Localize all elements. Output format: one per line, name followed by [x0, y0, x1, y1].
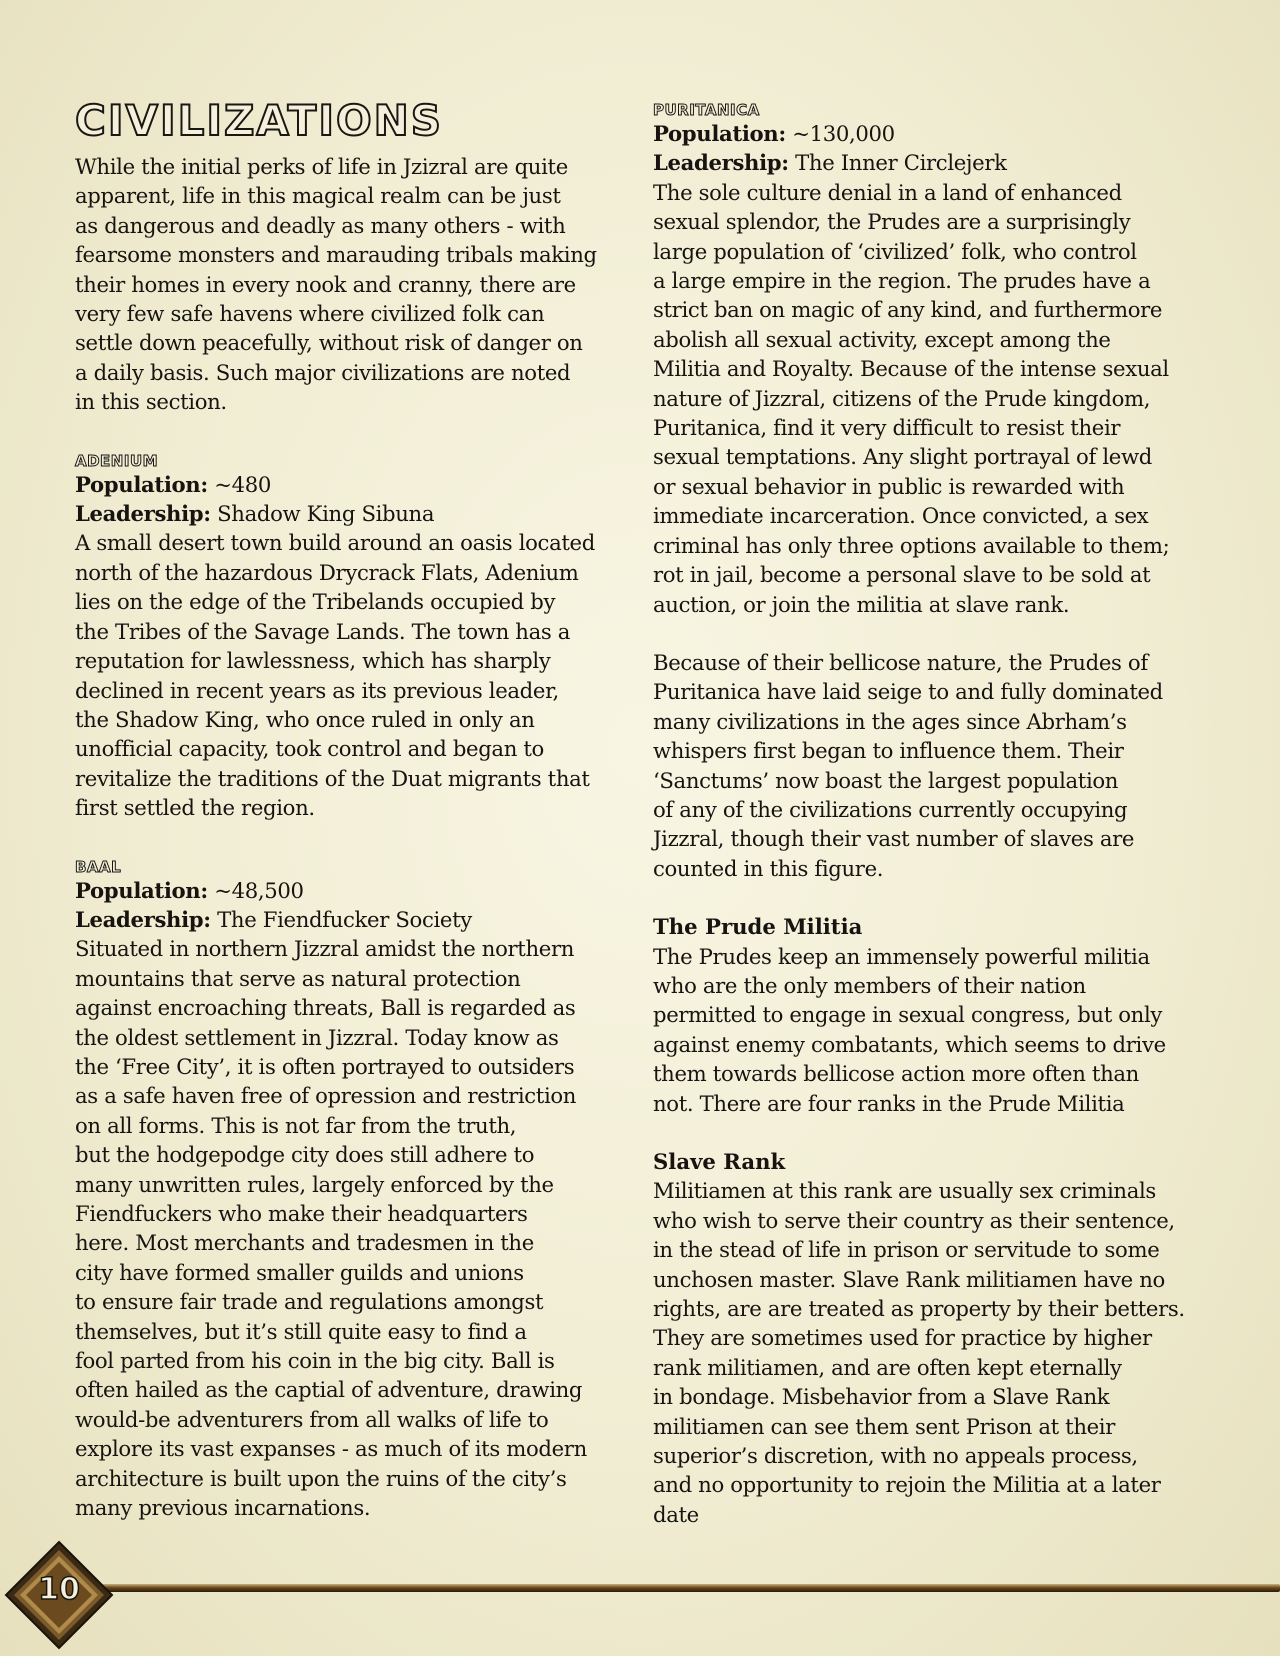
body-line: sexual splendor, the Prudes are a surprisingly	[653, 209, 1131, 235]
body-line: lies on the edge of the Tribelands occupied by	[75, 589, 556, 615]
intro-line: a daily basis. Such major civilizations are noted	[75, 359, 571, 385]
body-line: of any of the civilizations currently occupying	[653, 796, 1128, 822]
leadership-label: Leadership:	[653, 150, 789, 176]
section-heading: ADENIUM	[75, 451, 159, 470]
intro-line: apparent, life in this magical realm can be just	[75, 183, 561, 209]
body-line: against encroaching threats, Ball is regarded as	[75, 995, 576, 1021]
body-line: unofficial capacity, took control and began to	[75, 736, 544, 762]
body-line: Puritanica have laid seige to and fully dominated	[653, 679, 1163, 705]
body-line: militiamen can see them sent Prison at their	[653, 1413, 1116, 1439]
body-line: mountains that serve as natural protection	[75, 965, 521, 991]
body-line: the Shadow King, who once ruled in only an	[75, 706, 535, 732]
body-line: many previous incarnations.	[75, 1495, 371, 1521]
body-line: many unwritten rules, largely enforced by the	[75, 1171, 554, 1197]
intro-line: While the initial perks of life in Jzizral are quite	[75, 154, 568, 179]
section-heading: BAAL	[75, 857, 122, 876]
body-line: large population of ‘civilized’ folk, who control	[653, 238, 1137, 264]
body-line: first settled the region.	[75, 795, 315, 821]
body-line: Fiendfuckers who make their headquarters	[75, 1201, 528, 1226]
body-line: sexual temptations. Any slight portrayal of lewd	[653, 444, 1152, 470]
section-adenium	[75, 451, 635, 823]
population-line	[75, 470, 635, 499]
body-line: Militia and Royalty. Because of the intense sexual	[653, 356, 1169, 382]
leadership-line	[75, 905, 635, 934]
subsection-heading: The Prude Militia	[653, 914, 863, 940]
body-line: Because of their bellicose nature, the Prudes of	[653, 649, 1148, 675]
body-line: A small desert town build around an oasis located	[75, 530, 595, 556]
body-line: reputation for lawlessness, which has sharply	[75, 648, 551, 674]
body-line: permitted to engage in sexual congress, but only	[653, 1002, 1163, 1028]
intro-line: as dangerous and deadly as many others - with	[75, 212, 566, 238]
body-line: Puritanica, find it very difficult to resist their	[653, 415, 1121, 441]
body-line: superior’s discretion, with no appeals process,	[653, 1443, 1138, 1469]
body-line: in bondage. Misbehavior from a Slave Rank	[653, 1384, 1110, 1410]
population-label: Population:	[653, 121, 786, 146]
page-title: CIVILIZATIONS	[75, 96, 444, 145]
intro-line: very few safe havens where civilized folk can	[75, 301, 545, 327]
leadership-value: Shadow King Sibuna	[210, 501, 435, 527]
body-line: or sexual behavior in public is rewarded with	[653, 473, 1125, 499]
body-line: ‘Sanctums’ now boast the largest population	[653, 767, 1119, 793]
leadership-line	[653, 148, 1213, 177]
body-line: in the stead of life in prison or servitude to some	[653, 1237, 1160, 1263]
body-line: Situated in northern Jizzral amidst the northern	[75, 936, 575, 962]
page-number: 10	[38, 1572, 80, 1607]
body-line: against enemy combatants, which seems to drive	[653, 1031, 1166, 1057]
body-line: abolish all sexual activity, except among the	[653, 326, 1111, 352]
intro-line: their homes in every nook and cranny, there are	[75, 271, 576, 297]
body-line: Militiamen at this rank are usually sex criminals	[653, 1178, 1156, 1204]
body-line: and no opportunity to rejoin the Militia at a later	[653, 1472, 1161, 1498]
intro-line: settle down peacefully, without risk of danger on	[75, 330, 583, 356]
section-slave-rank	[653, 1147, 1213, 1529]
body-line: often hailed as the captial of adventure, drawing	[75, 1377, 583, 1403]
body-line: who wish to serve their country as their sentence,	[653, 1207, 1175, 1233]
population-value: ~130,000	[785, 121, 895, 146]
leadership-value: The Inner Circlejerk	[788, 150, 1007, 176]
body-line: many civilizations in the ages since Abrham’s	[653, 708, 1127, 734]
footer-rule	[95, 1584, 1280, 1592]
body-line: They are sometimes used for practice by higher	[653, 1325, 1152, 1351]
body-line: rights, are are treated as property by their betters.	[653, 1296, 1185, 1322]
population-line	[75, 876, 635, 905]
body-line: here. Most merchants and tradesmen in the	[75, 1230, 534, 1256]
paragraph-gap	[653, 619, 1213, 648]
body-line: the ‘Free City’, it is often portrayed to outsiders	[75, 1053, 575, 1079]
section-baal	[75, 857, 635, 1523]
body-line: them towards bellicose action more often than	[653, 1061, 1139, 1087]
body-line: The Prudes keep an immensely powerful militia	[653, 943, 1150, 969]
subsection-heading: Slave Rank	[653, 1149, 786, 1174]
leadership-line	[75, 499, 635, 528]
section-prude-militia	[653, 912, 1213, 1118]
right-column	[653, 100, 1213, 1529]
population-line	[653, 119, 1213, 148]
population-label: Population:	[75, 471, 208, 497]
body-line: to ensure fair trade and regulations amongst	[75, 1289, 544, 1315]
population-value: ~48,500	[207, 877, 304, 903]
population-label: Population:	[75, 877, 208, 903]
body-line: a large empire in the region. The prudes have a	[653, 268, 1151, 294]
body-line: whispers first began to influence them. Their	[653, 738, 1124, 764]
body-line: themselves, but it’s still quite easy to find a	[75, 1318, 527, 1344]
paragraph-gap	[653, 883, 1213, 912]
body-line: counted in this figure.	[653, 855, 884, 881]
paragraph-gap	[653, 1118, 1213, 1147]
body-line: rank militiamen, and are often kept eternally	[653, 1354, 1122, 1380]
body-line: the Tribes of the Savage Lands. The town has a	[75, 618, 571, 644]
body-line: the oldest settlement in Jizzral. Today know as	[75, 1024, 559, 1050]
body-line: but the hodgepodge city does still adhere to	[75, 1142, 535, 1168]
body-line: nature of Jizzral, citizens of the Prude kingdom,	[653, 385, 1151, 411]
body-line: city have formed smaller guilds and unions	[75, 1259, 524, 1285]
body-line: architecture is built upon the ruins of the city’s	[75, 1465, 567, 1491]
left-column	[75, 96, 635, 1522]
leadership-label: Leadership:	[75, 906, 211, 932]
body-line: Jizzral, though their vast number of slaves are	[653, 826, 1135, 852]
body-line: who are the only members of their nation	[653, 972, 1086, 998]
section-puritanica	[653, 100, 1213, 883]
body-line: revitalize the traditions of the Duat migrants that	[75, 765, 590, 791]
body-line: on all forms. This is not far from the truth,	[75, 1112, 517, 1138]
body-line: date	[653, 1501, 699, 1527]
body-line: unchosen master. Slave Rank militiamen have no	[653, 1266, 1165, 1292]
body-line: rot in jail, become a personal slave to be sold at	[653, 562, 1151, 588]
intro-line: in this section.	[75, 389, 227, 415]
intro-line: fearsome monsters and marauding tribals making	[75, 242, 597, 268]
leadership-label: Leadership:	[75, 501, 211, 527]
body-line: explore its vast expanses - as much of its modern	[75, 1436, 587, 1462]
body-line: declined in recent years as its previous leader,	[75, 677, 559, 703]
body-line: The sole culture denial in a land of enhanced	[653, 179, 1122, 205]
body-line: auction, or join the militia at slave rank.	[653, 591, 1070, 617]
section-heading: PURITANICA	[653, 101, 760, 119]
body-line: not. There are four ranks in the Prude Militia	[653, 1090, 1125, 1116]
body-line: north of the hazardous Drycrack Flats, Adenium	[75, 559, 579, 585]
body-line: as a safe haven free of opression and restriction	[75, 1083, 577, 1109]
body-line: criminal has only three options available to them;	[653, 532, 1170, 558]
body-line: fool parted from his coin in the big city. Ball is	[75, 1348, 555, 1374]
intro-text	[75, 152, 635, 417]
population-value: ~480	[207, 471, 272, 497]
body-line: strict ban on magic of any kind, and furthermore	[653, 297, 1163, 323]
body-line: immediate incarceration. Once convicted, a sex	[653, 503, 1149, 529]
leadership-value: The Fiendfucker Society	[210, 906, 472, 932]
body-line: would-be adventurers from all walks of life to	[75, 1406, 549, 1432]
